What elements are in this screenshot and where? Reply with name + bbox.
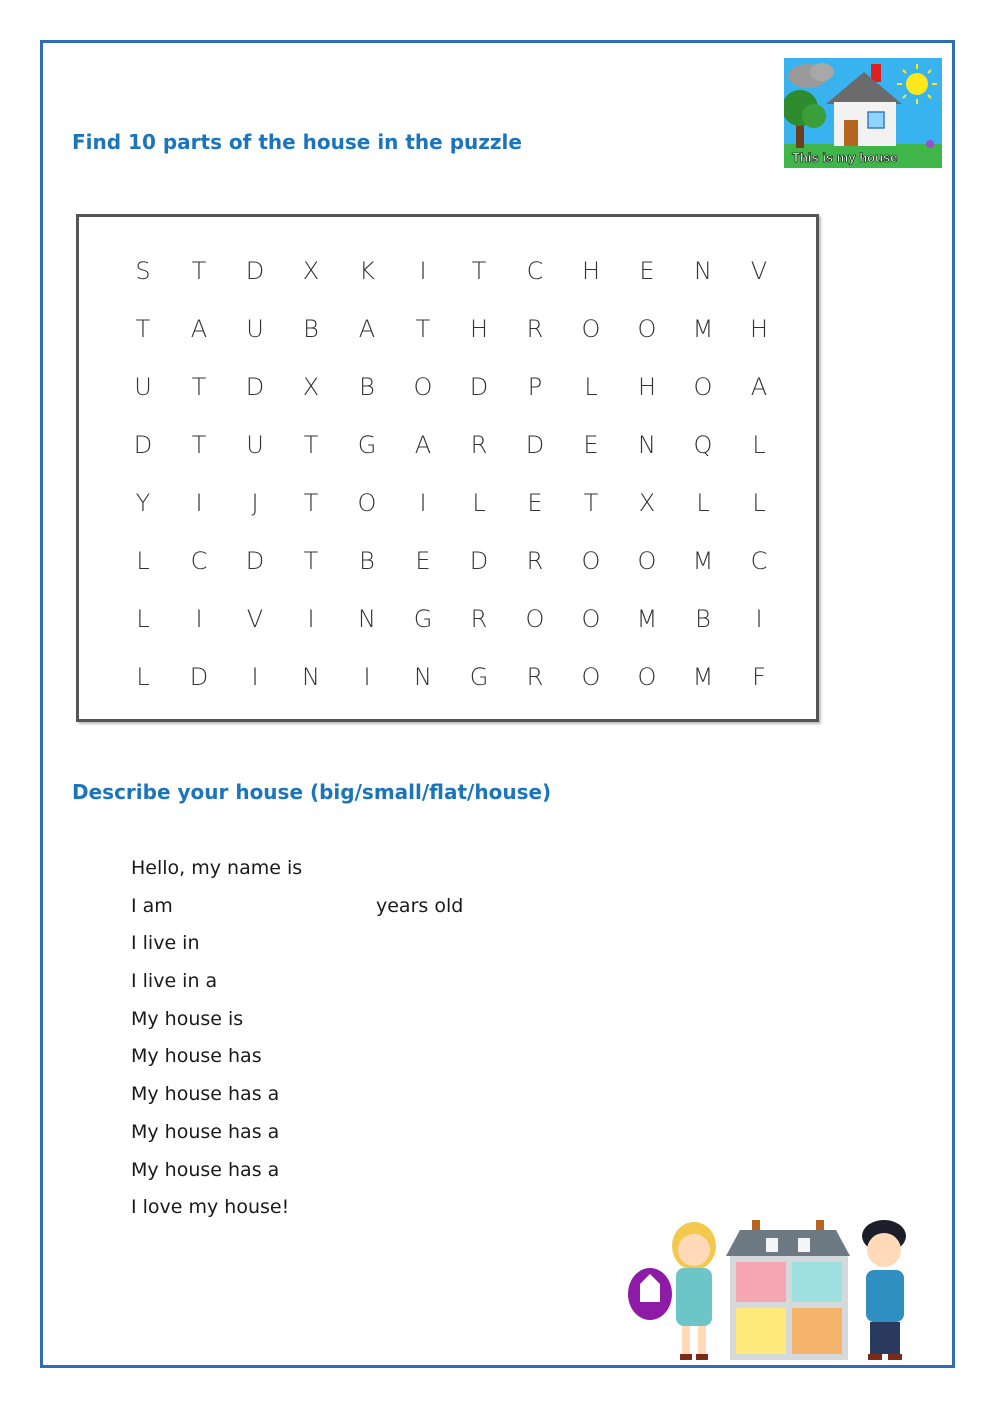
puzzle-letter: G (469, 663, 489, 691)
puzzle-letter: M (692, 663, 714, 691)
puzzle-letter: O (413, 373, 433, 401)
sentence-line (131, 1193, 631, 1231)
puzzle-letter: O (637, 663, 657, 691)
puzzle-letter: C (750, 547, 768, 575)
puzzle-letter: D (133, 431, 153, 459)
girl-icon (672, 1222, 716, 1360)
puzzle-letter: I (363, 663, 371, 691)
puzzle-letter: T (191, 431, 207, 459)
puzzle-letter: C (526, 257, 544, 285)
puzzle-letter: D (245, 373, 265, 401)
puzzle-letter: O (637, 315, 657, 343)
puzzle-letter: U (246, 315, 264, 343)
puzzle-letter: B (359, 373, 375, 401)
puzzle-letter: E (527, 489, 543, 517)
word-search-grid (115, 242, 787, 706)
puzzle-letter: D (525, 431, 545, 459)
sentence-text: I am (131, 894, 173, 917)
puzzle-letter: L (696, 489, 710, 517)
puzzle-letter: O (581, 605, 601, 633)
puzzle-letter: O (637, 547, 657, 575)
house-logo-icon (784, 58, 942, 168)
boy-icon (862, 1220, 906, 1360)
puzzle-letter: X (638, 489, 656, 517)
puzzle-letter: T (583, 489, 599, 517)
puzzle-letter: G (413, 605, 433, 633)
puzzle-letter: E (583, 431, 599, 459)
puzzle-letter: R (526, 547, 544, 575)
puzzle-letter: B (695, 605, 711, 633)
sentence-line (131, 1156, 631, 1194)
puzzle-letter: H (637, 373, 657, 401)
sentence-text: Hello, my name is (131, 857, 303, 879)
puzzle-letter: R (526, 663, 544, 691)
puzzle-letter: U (246, 431, 264, 459)
puzzle-letter: L (752, 489, 766, 517)
puzzle-letter: N (414, 663, 432, 691)
puzzle-letter: B (303, 315, 319, 343)
puzzle-letter: I (195, 489, 203, 517)
puzzle-letter: N (302, 663, 320, 691)
puzzle-letter: T (303, 489, 319, 517)
puzzle-letter: H (749, 315, 769, 343)
sentence-list (131, 854, 631, 1231)
puzzle-letter: A (414, 431, 432, 459)
kids-dollhouse-illustration (626, 1216, 926, 1364)
puzzle-letter: T (303, 431, 319, 459)
puzzle-letter: O (581, 663, 601, 691)
sentence-line (131, 1080, 631, 1118)
puzzle-letter: V (750, 257, 768, 285)
puzzle-letter: L (136, 605, 150, 633)
sentence-line (131, 892, 631, 930)
sentence-text: My house has (131, 1045, 262, 1068)
puzzle-letter: T (191, 257, 207, 285)
puzzle-letter: I (251, 663, 259, 691)
sentence-text: My house has a (131, 1083, 280, 1106)
puzzle-heading: Find 10 parts of the house in the puzzle (72, 130, 522, 154)
puzzle-letter: M (692, 315, 714, 343)
puzzle-letter: K (359, 257, 375, 285)
describe-heading: Describe your house (big/small/flat/house) (72, 780, 552, 804)
puzzle-letter: A (358, 315, 376, 343)
sentence-text: I live in a (131, 970, 218, 993)
puzzle-letter: I (419, 257, 427, 285)
puzzle-letter: L (136, 663, 150, 691)
puzzle-letter: C (190, 547, 208, 575)
puzzle-letter: D (189, 663, 209, 691)
puzzle-letter: D (245, 257, 265, 285)
puzzle-letter: D (469, 373, 489, 401)
puzzle-letter: T (471, 257, 487, 285)
dollhouse-icon (726, 1220, 850, 1360)
sentence-text: My house has a (131, 1120, 280, 1143)
sentence-text: I live in (131, 932, 200, 955)
puzzle-letter: R (470, 431, 488, 459)
puzzle-letter: E (639, 257, 655, 285)
logo-caption: This is my house (792, 150, 898, 165)
puzzle-letter: L (752, 431, 766, 459)
sentence-line (131, 967, 631, 1005)
puzzle-letter: E (415, 547, 431, 575)
puzzle-letter: U (134, 373, 152, 401)
puzzle-letter: I (307, 605, 315, 633)
puzzle-letter: F (752, 663, 766, 691)
puzzle-letter: H (469, 315, 489, 343)
puzzle-letter: H (581, 257, 601, 285)
puzzle-letter: R (470, 605, 488, 633)
sentence-text: I love my house! (131, 1196, 290, 1219)
puzzle-letter: T (415, 315, 431, 343)
puzzle-letter: T (191, 373, 207, 401)
puzzle-letter: T (303, 547, 319, 575)
puzzle-letter: G (357, 431, 377, 459)
puzzle-letter: Y (135, 489, 151, 517)
puzzle-letter: A (750, 373, 768, 401)
puzzle-letter: Q (693, 431, 713, 459)
puzzle-letter: X (302, 257, 320, 285)
puzzle-letter: B (359, 547, 375, 575)
puzzle-letter: S (135, 257, 151, 285)
puzzle-letter: L (584, 373, 598, 401)
sentence-text: My house has a (131, 1158, 280, 1181)
puzzle-letter: L (136, 547, 150, 575)
puzzle-letter: I (419, 489, 427, 517)
puzzle-letter: D (469, 547, 489, 575)
sentence-line (131, 1118, 631, 1156)
puzzle-letter: O (525, 605, 545, 633)
sentence-line (131, 854, 631, 892)
purple-house-icon (628, 1268, 672, 1320)
puzzle-letter: N (694, 257, 712, 285)
puzzle-letter: M (636, 605, 658, 633)
puzzle-letter: V (246, 605, 264, 633)
puzzle-letter: O (581, 547, 601, 575)
puzzle-letter: N (638, 431, 656, 459)
puzzle-letter: J (251, 489, 259, 517)
puzzle-letter: L (472, 489, 486, 517)
puzzle-letter: P (527, 373, 543, 401)
puzzle-letter: O (581, 315, 601, 343)
puzzle-letter: X (302, 373, 320, 401)
puzzle-letter: O (357, 489, 377, 517)
puzzle-letter: I (195, 605, 203, 633)
puzzle-letter: R (526, 315, 544, 343)
sentence-line (131, 929, 631, 967)
puzzle-letter: D (245, 547, 265, 575)
sentence-line (131, 1005, 631, 1043)
sentence-tail: years old (376, 894, 464, 917)
puzzle-letter: I (755, 605, 763, 633)
puzzle-letter: O (693, 373, 713, 401)
puzzle-letter: A (190, 315, 208, 343)
puzzle-letter: M (692, 547, 714, 575)
sentence-line (131, 1042, 631, 1080)
puzzle-letter: N (358, 605, 376, 633)
sentence-text: My house is (131, 1007, 244, 1030)
puzzle-letter: T (135, 315, 151, 343)
